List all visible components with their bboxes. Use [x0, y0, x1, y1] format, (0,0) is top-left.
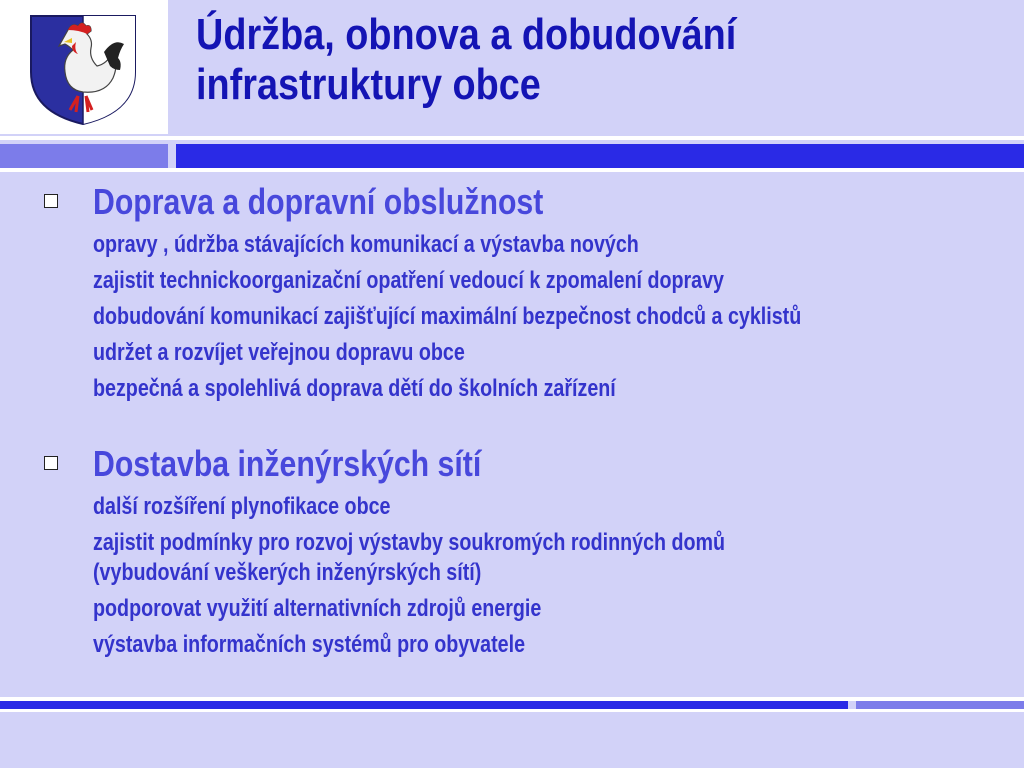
section-doprava — [44, 180, 1004, 404]
slide-title-line-2: infrastruktury obce — [196, 60, 541, 109]
list-item: další rozšíření plynofikace obce — [93, 493, 391, 520]
header-bar-right — [176, 144, 1024, 168]
square-bullet-icon — [44, 194, 58, 208]
coat-of-arms-rooster-icon — [28, 12, 138, 126]
list-item: opravy , údržba stávajících komunikací a výstavba nových — [93, 231, 639, 258]
section-items — [93, 492, 1004, 660]
section-site — [44, 442, 1004, 660]
list-item: bezpečná a spolehlivá doprava dětí do školních zařízení — [93, 375, 616, 402]
section-heading: Dostavba inženýrských sítí — [93, 443, 482, 484]
square-bullet-icon — [44, 456, 58, 470]
list-item: dobudování komunikací zajišťující maximální bezpečnost chodců a cyklistů — [93, 303, 802, 330]
footer-bar-right — [856, 701, 1024, 709]
footer-bar-left — [0, 701, 848, 709]
divider-line — [0, 136, 1024, 140]
logo-box — [0, 0, 168, 134]
divider-line — [0, 168, 1024, 172]
slide-title-line-1: Údržba, obnova a dobudování — [196, 10, 737, 59]
list-item: podporovat využití alternativních zdrojů energie — [93, 595, 542, 622]
slide-content — [44, 180, 1004, 660]
section-heading: Doprava a dopravní obslužnost — [93, 181, 544, 222]
divider-line — [0, 709, 1024, 712]
section-items — [93, 230, 1004, 404]
slide-title — [196, 10, 884, 110]
list-item: zajistit podmínky pro rozvoj výstavby soukromých rodinných domů (vybudování veškerých inženýrských sítí) — [93, 529, 726, 586]
list-item: udržet a rozvíjet veřejnou dopravu obce — [93, 339, 465, 366]
list-item: výstavba informačních systémů pro obyvatele — [93, 631, 526, 658]
list-item: zajistit technickoorganizační opatření vedoucí k zpomalení dopravy — [93, 267, 725, 294]
header-bar-left — [0, 144, 168, 168]
